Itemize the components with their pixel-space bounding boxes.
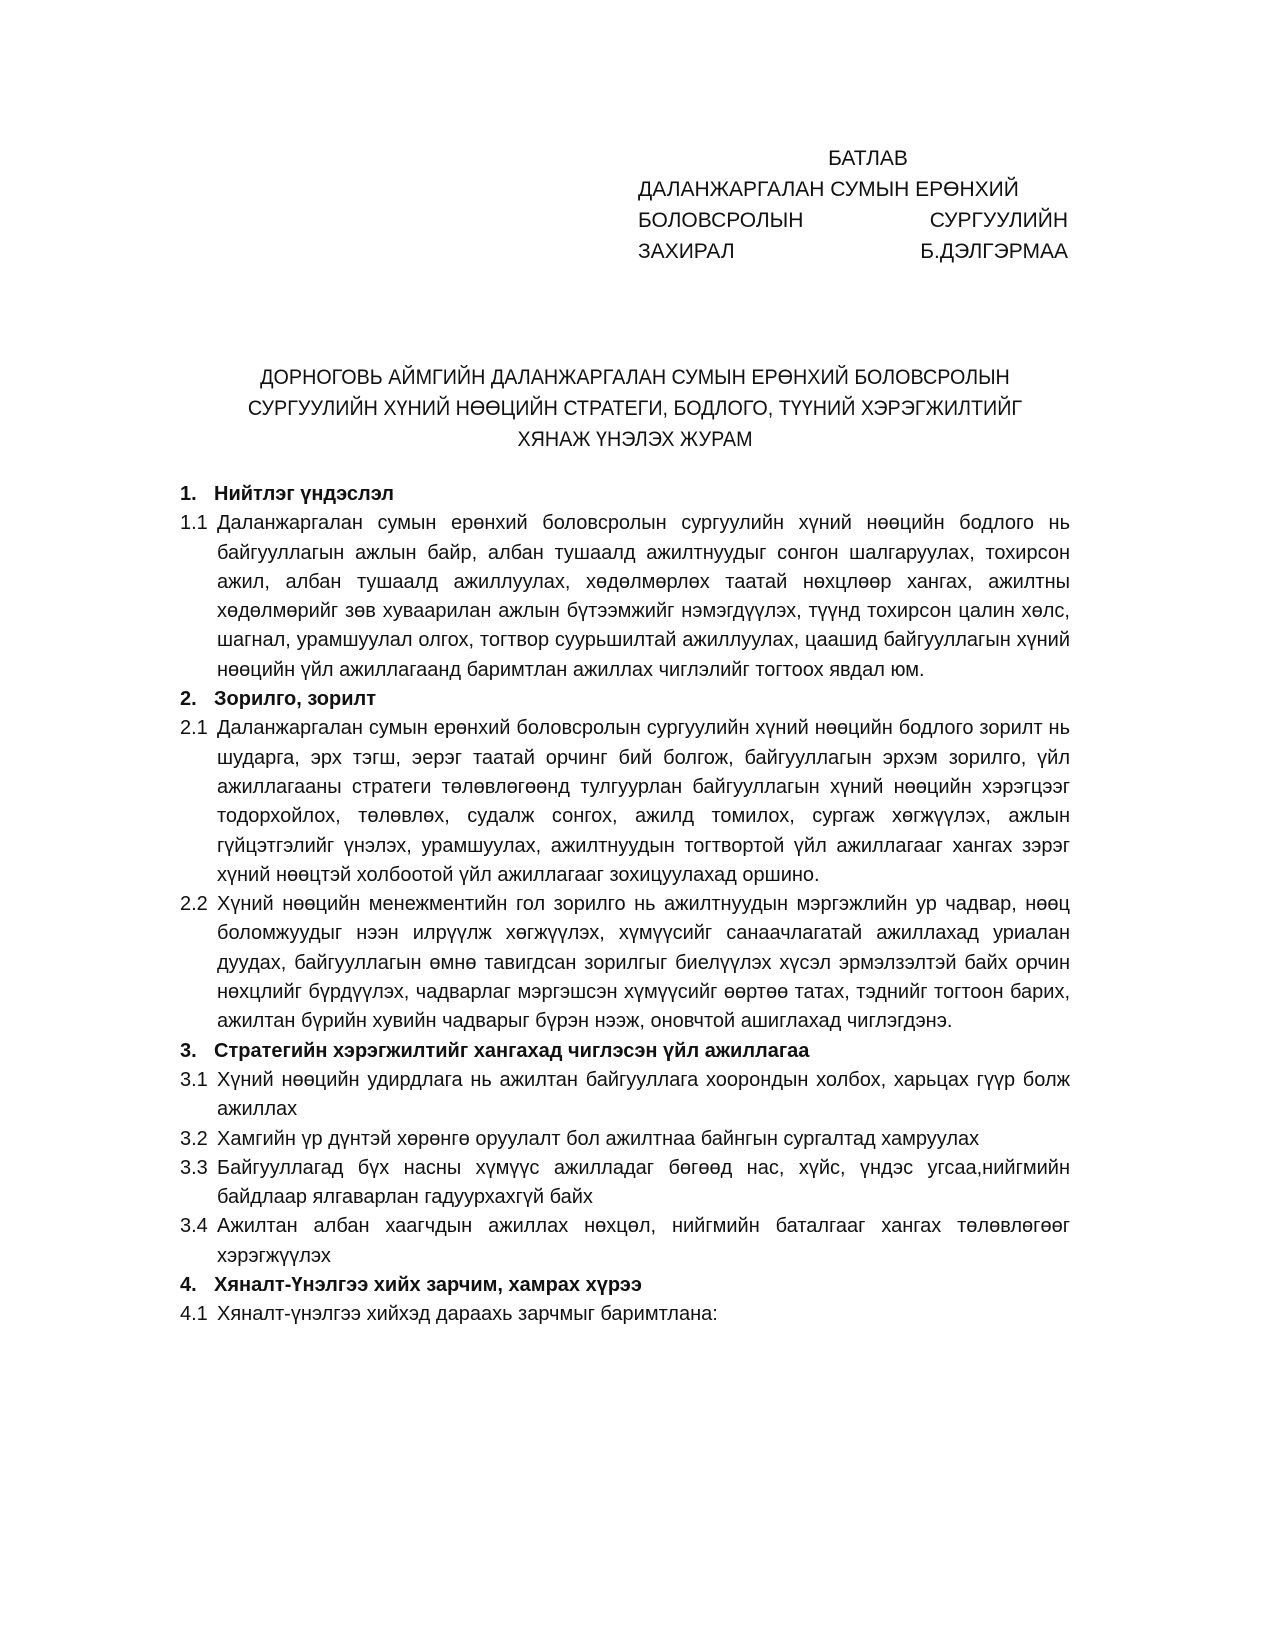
clause-2-1 [180, 714, 1070, 890]
clause-number: 2.1 [180, 717, 208, 740]
section-number: 2. [180, 688, 197, 711]
approval-line-1: ДАЛАНЖАРГАЛАН СУМЫН ЕРӨНХИЙ [638, 178, 1019, 201]
clause-text: Хүний нөөцийн удирдлага нь ажилтан байгууллага хоорондын холбох, харьцах гүүр болж ажиллах [217, 1068, 1070, 1121]
approval-line-2-left: БОЛОВСРОЛЫН [638, 209, 804, 232]
clause-1-1 [180, 509, 1070, 685]
clause-3-4 [180, 1212, 1070, 1271]
document-title [198, 362, 1072, 455]
clause-number: 2.2 [180, 893, 208, 916]
clause-text: Даланжаргалан сумын ерөнхий боловсролын сургуулийн хүний нөөцийн бодлого нь байгууллагын ажлын байр, албан тушаалд ажилтнуудыг сонгон шалгаруулах, тохирсон ажил, албан тушаалд ажиллуулах, хөдөлмөрлөх таатай нөхцлөөр хангах, ажилтны хөдөлмөрийг зөв хуваарилан ажлын бүтээмжийг нэмэгдүүлэх, түүнд тохирсон цалин хөлс, шагнал, урамшуулал олгох, тогтвор суурьшилтай ажиллуулах, цаашид байгууллагын хүний нөөцийн үйл ажиллагаанд баримтлан ажиллах чиглэлийг тогтоох явдал юм. [217, 512, 1070, 681]
title-line-2: СУРГУУЛИЙН ХҮНИЙ НӨӨЦИЙН СТРАТЕГИ, БОДЛОГО, ТҮҮНИЙ ХЭРЭГЖИЛТИЙГ [247, 397, 1023, 420]
clause-number: 3.2 [180, 1127, 208, 1150]
clause-3-2 [180, 1125, 1070, 1154]
section-heading-3 [180, 1037, 1070, 1066]
section-heading-4 [180, 1271, 1070, 1300]
clause-text: Хамгийн үр дүнтэй хөрөнгө оруулалт бол ажилтнаа байнгын сургалтад хамруулах [217, 1127, 980, 1150]
section-heading-2 [180, 685, 1070, 714]
clause-text: Ажилтан албан хаагчдын ажиллах нөхцөл, нийгмийн баталгааг хангах төлөвлөгөөг хэрэгжүүлэх [217, 1215, 1070, 1267]
section-title: Нийтлэг үндэслэл [214, 483, 394, 505]
section-number: 1. [180, 483, 197, 505]
clause-number: 3.4 [180, 1215, 208, 1238]
clause-number: 3.3 [180, 1156, 208, 1179]
title-line-3: ХЯНАЖ ҮНЭЛЭХ ЖУРАМ [517, 428, 753, 451]
approval-line-2-right: СУРГУУЛИЙН [929, 209, 1068, 232]
section-title: Стратегийн хэрэгжилтийг хангахад чиглэсэн үйл ажиллагаа [214, 1039, 810, 1062]
section-heading-1 [180, 480, 1070, 509]
section-number: 4. [180, 1274, 197, 1297]
section-title: Зорилго, зорилт [214, 688, 377, 711]
clause-3-1 [180, 1066, 1070, 1125]
title-line-1: ДОРНОГОВЬ АЙМГИЙН ДАЛАНЖАРГАЛАН СУМЫН ЕРӨНХИЙ БОЛОВСРОЛЫН [260, 366, 1010, 389]
approval-block [638, 143, 1068, 267]
approval-line-3 [638, 236, 1068, 267]
clause-number: 1.1 [180, 512, 208, 535]
document-body [180, 480, 1070, 1330]
clause-text: Даланжаргалан сумын ерөнхий боловсролын сургуулийн хүний нөөцийн бодлого зорилт нь шударга, эрх тэгш, эерэг таатай орчинг бий болгож, байгууллагын эрхэм зорилго, үйл ажиллагааны стратеги төлөвлөгөөнд тулгуурлан байгууллагын хүний нөөцийн хэрэгцээг тодорхойлох, төлөвлөх, судалж сонгох, ажилд томилох, сургаж хөгжүүлэх, ажлын гүйцэтгэлийг үнэлэх, урамшуулах, ажилтнуудын тогтвортой үйл ажиллагааг хангах зэрэг хүний нөөцтэй холбоотой үйл ажиллагааг зохицуулахад оршино. [217, 717, 1070, 886]
clause-text: Байгууллагад бүх насны хүмүүс ажилладаг бөгөөд нас, хүйс, үндэс угсаа,нийгмийн байдлаар ялгаварлан гадуурхахгүй байх [217, 1156, 1070, 1209]
clause-text: Хүний нөөцийн менежментийн гол зорилго нь ажилтнуудын мэргэжлийн ур чадвар, нөөц боломжуудыг нээн илрүүлж хөгжүүлэх, хүмүүсийг санаачлагатай ажиллахад уриалан дуудах, байгууллагын өмнө тавигдсан зорилгыг биелүүлэх хүсэл эрмэлзэлтэй байх орчин нөхцлийг бүрдүүлэх, чадварлаг мэргэшсэн хүмүүсийг өөртөө татах, тэднийг тогтоон барих, ажилтан бүрийн хувийн чадварыг бүрэн нээж, оновчтой ашиглахад чиглэгдэнэ. [217, 893, 1070, 1033]
clause-number: 3.1 [180, 1068, 208, 1091]
clause-2-2 [180, 890, 1070, 1036]
section-number: 3. [180, 1039, 197, 1062]
clause-text: Хяналт-үнэлгээ хийхэд дараахь зарчмыг баримтлана: [217, 1303, 718, 1326]
approval-line-2 [638, 205, 1068, 236]
approval-heading: БАТЛАВ [828, 147, 908, 170]
approver-name: Б.ДЭЛГЭРМАА [920, 240, 1068, 263]
clause-4-1 [180, 1300, 1070, 1329]
approval-title: ЗАХИРАЛ [638, 240, 735, 263]
clause-number: 4.1 [180, 1303, 208, 1326]
clause-3-3 [180, 1154, 1070, 1213]
section-title: Хяналт-Үнэлгээ хийх зарчим, хамрах хүрээ [214, 1274, 642, 1297]
